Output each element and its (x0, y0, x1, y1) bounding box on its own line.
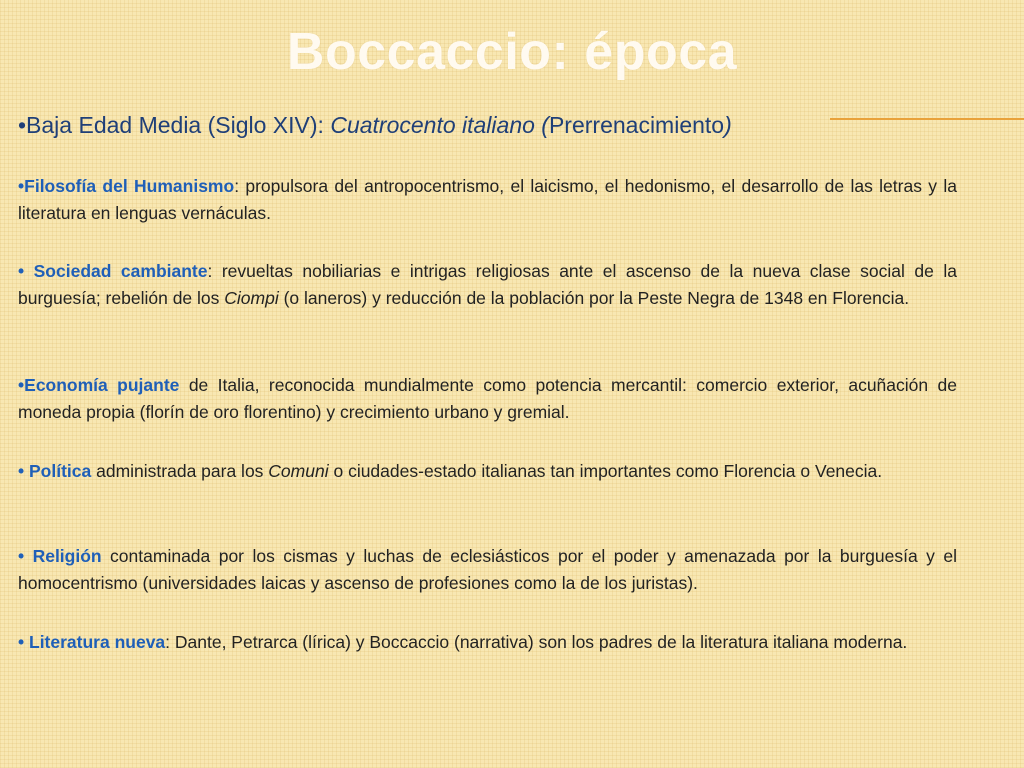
bullet-marker: • (18, 461, 29, 481)
bullet-item-literatura (18, 629, 957, 656)
bullet-term: Sociedad cambiante (33, 261, 208, 281)
bullet-marker: • (18, 632, 29, 652)
heading-normal: Prerrenacimiento (548, 112, 725, 138)
bullet-marker: • (18, 375, 25, 395)
slide-title: Boccaccio: época (286, 23, 738, 81)
bullet-italic: Comuni (268, 461, 329, 481)
bullet-text-continued: (o laneros) y reducción de la población por la Peste Negra de 1348 en Florencia. (278, 288, 910, 308)
heading-italic-2: ) (724, 112, 732, 138)
bullet-marker: • (18, 176, 25, 196)
bullet-term: Política (29, 461, 92, 481)
bullet-item-religion (18, 543, 957, 597)
bullet-marker: • (18, 546, 33, 566)
heading-italic-1: Cuatrocento italiano ( (330, 112, 549, 138)
bullet-text: : propulsora del antropocentrismo, el laicismo, el hedonismo, el desarrollo de las letras y la literatura en lenguas vernáculas. (18, 176, 957, 223)
bullet-italic: Ciompi (224, 288, 279, 308)
bullet-text: de Italia, reconocida mundialmente como potencia mercantil: comercio exterior, acuñación de moneda propia (florín de oro florentino) y crecimiento urbano y gremial. (18, 375, 958, 422)
bullet-item-sociedad (18, 258, 957, 312)
bullet-text: administrada para los (91, 461, 269, 481)
bullet-item-humanismo (18, 173, 957, 227)
bullet-term: Filosofía del Humanismo (24, 176, 235, 196)
bullet-text: : Dante, Petrarca (lírica) y Boccaccio (narrativa) son los padres de la literatura italiana moderna. (165, 632, 908, 652)
bullet-text: contaminada por los cismas y luchas de eclesiásticos por el poder y amenazada por la burguesía y el homocentrismo (universidades laicas y ascenso de profesiones como la de los juristas). (18, 546, 957, 593)
bullet-item-economia (18, 372, 957, 426)
bullet-term: Literatura nueva (29, 632, 166, 652)
bullet-text-continued: o ciudades-estado italianas tan importantes como Florencia o Venecia. (328, 461, 883, 481)
bullet-marker: • (18, 261, 34, 281)
bullet-item-politica (18, 458, 957, 485)
bullet-text: : revueltas nobiliarias e intrigas religiosas ante el ascenso de la nueva clase social de la burguesía; rebelión de los (18, 261, 957, 308)
heading-prefix: •Baja Edad Media (Siglo XIV): (18, 112, 331, 138)
section-heading (18, 112, 918, 139)
bullet-term: Economía pujante (24, 375, 180, 395)
bullet-term: Religión (32, 546, 102, 566)
